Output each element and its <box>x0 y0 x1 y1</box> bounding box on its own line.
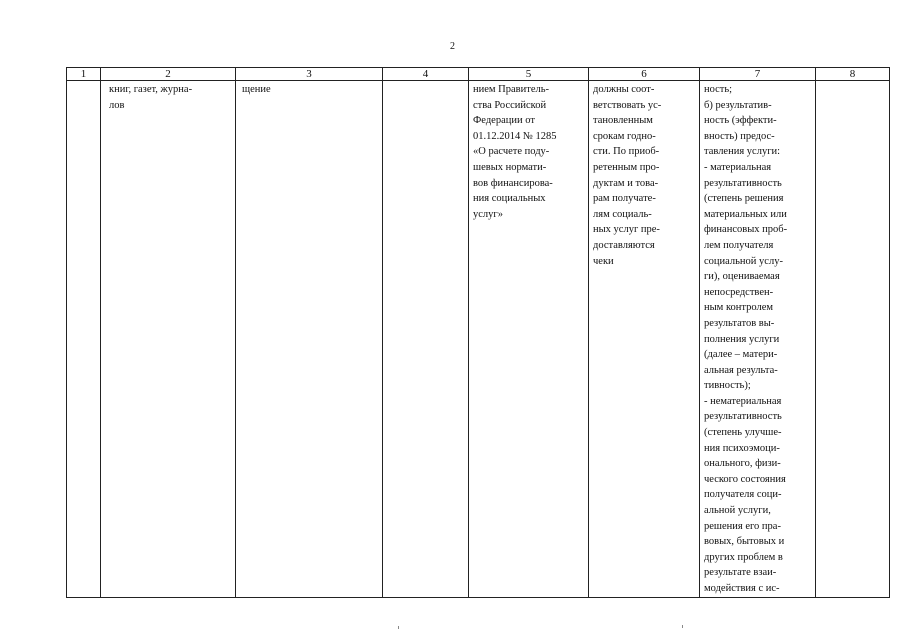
cell-text-col6: должны соот- ветствовать ус- тановленным срокам годно- сти. По приоб- ретенным про- дуктам и това- рам получате- лям социаль- ных услуг пре- доставляются чеки <box>593 84 662 267</box>
scan-artifact <box>682 625 683 628</box>
column-header-6: 6 <box>589 68 700 81</box>
table-cell-col5 <box>469 81 589 598</box>
header-row <box>67 68 890 81</box>
cell-text-col3: щение <box>242 84 271 95</box>
cell-text-col4 <box>383 81 468 82</box>
table-row <box>67 81 890 598</box>
column-header-1: 1 <box>67 68 101 81</box>
table-cell-col2 <box>101 81 236 598</box>
services-table <box>66 67 890 598</box>
cell-text-col1 <box>67 81 100 82</box>
page-number: 2 <box>450 41 455 52</box>
cell-text-col5: нием Правитель- ства Российской Федерации от 01.12.2014 № 1285 «О расчете поду- шевых нормати- вов финансирова- ния социальных услуг» <box>473 84 557 220</box>
table-cell-col6 <box>589 81 700 598</box>
table-cell-col4 <box>383 81 469 598</box>
column-header-4: 4 <box>383 68 469 81</box>
column-header-8: 8 <box>816 68 890 81</box>
column-header-5: 5 <box>469 68 589 81</box>
cell-text-col2: книг, газет, журна- лов <box>109 84 193 111</box>
cell-text-col8 <box>816 81 889 82</box>
column-header-3: 3 <box>236 68 383 81</box>
table-cell-col3 <box>236 81 383 598</box>
column-header-2: 2 <box>101 68 236 81</box>
cell-text-col7: ность; б) результатив- ность (эффекти- вность) предос- тавления услуги: - материальная результативность (степень решения материальных или финансовых проб- лем получателя социальной услу- ги), оцениваемая непосредствен- ным контролем результатов вы- полнения услуги (далее – матери- альная результа- тивность); - нематериальная результативность (степень улучше- ния психоэмоци- онального, физи- ческого состояния получателя соци- альной услуги, решения его пра- вовых, бытовых и других проблем в результате взаи- модействия с ис- <box>704 84 788 594</box>
table-cell-col1 <box>67 81 101 598</box>
table-cell-col8 <box>816 81 890 598</box>
table-cell-col7 <box>700 81 816 598</box>
scan-artifact <box>398 626 399 629</box>
column-header-7: 7 <box>700 68 816 81</box>
